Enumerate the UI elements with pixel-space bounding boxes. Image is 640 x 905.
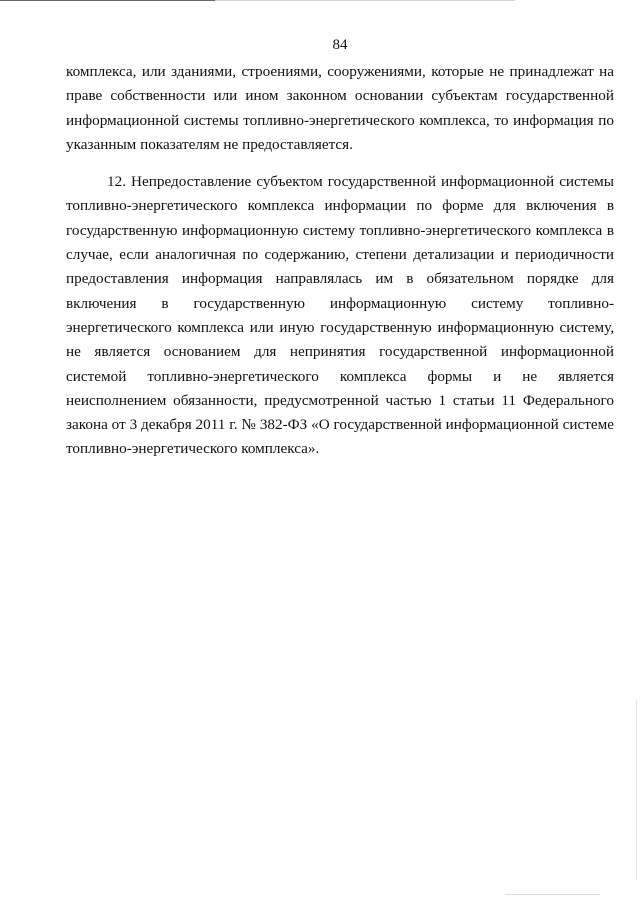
scan-right-edge-line (636, 700, 637, 880)
scan-top-edge-faint-line (215, 0, 515, 1)
scan-top-edge-line (0, 0, 215, 1)
paragraph-continuation: комплекса, или зданиями, строениями, сооружениями, которые не принадлежат на праве собственности или ином законном основании субъектам государственной информационной системы топливно-энергетического комплекса, то информация по указанным показателям не предоставляется. (66, 63, 614, 153)
document-body (66, 60, 614, 462)
paragraph-12: 12. Непредоставление субъектом государственной информационной системы топливно-энергетического комплекса информации по форме для включения в государственную информационную систему топливно-энергетического комплекса в случае, если аналогичная по содержанию, степени детализации и периодичности предоставления информация направлялась им в обязательном порядке для включения в государственную информационную систему топливно-энергетического комплекса или иную государственную информационную систему, не является основанием для непринятия государственной информационной системой топливно-энергетического комплекса формы и не является неисполнением обязанности, предусмотренной частью 1 статьи 11 Федерального закона от 3 декабря 2011 г. № 382-ФЗ «О государственной информационной системе топливно-энергетического комплекса». (66, 173, 614, 458)
page-number: 84 (332, 37, 348, 53)
scan-bottom-edge-line (505, 894, 600, 895)
